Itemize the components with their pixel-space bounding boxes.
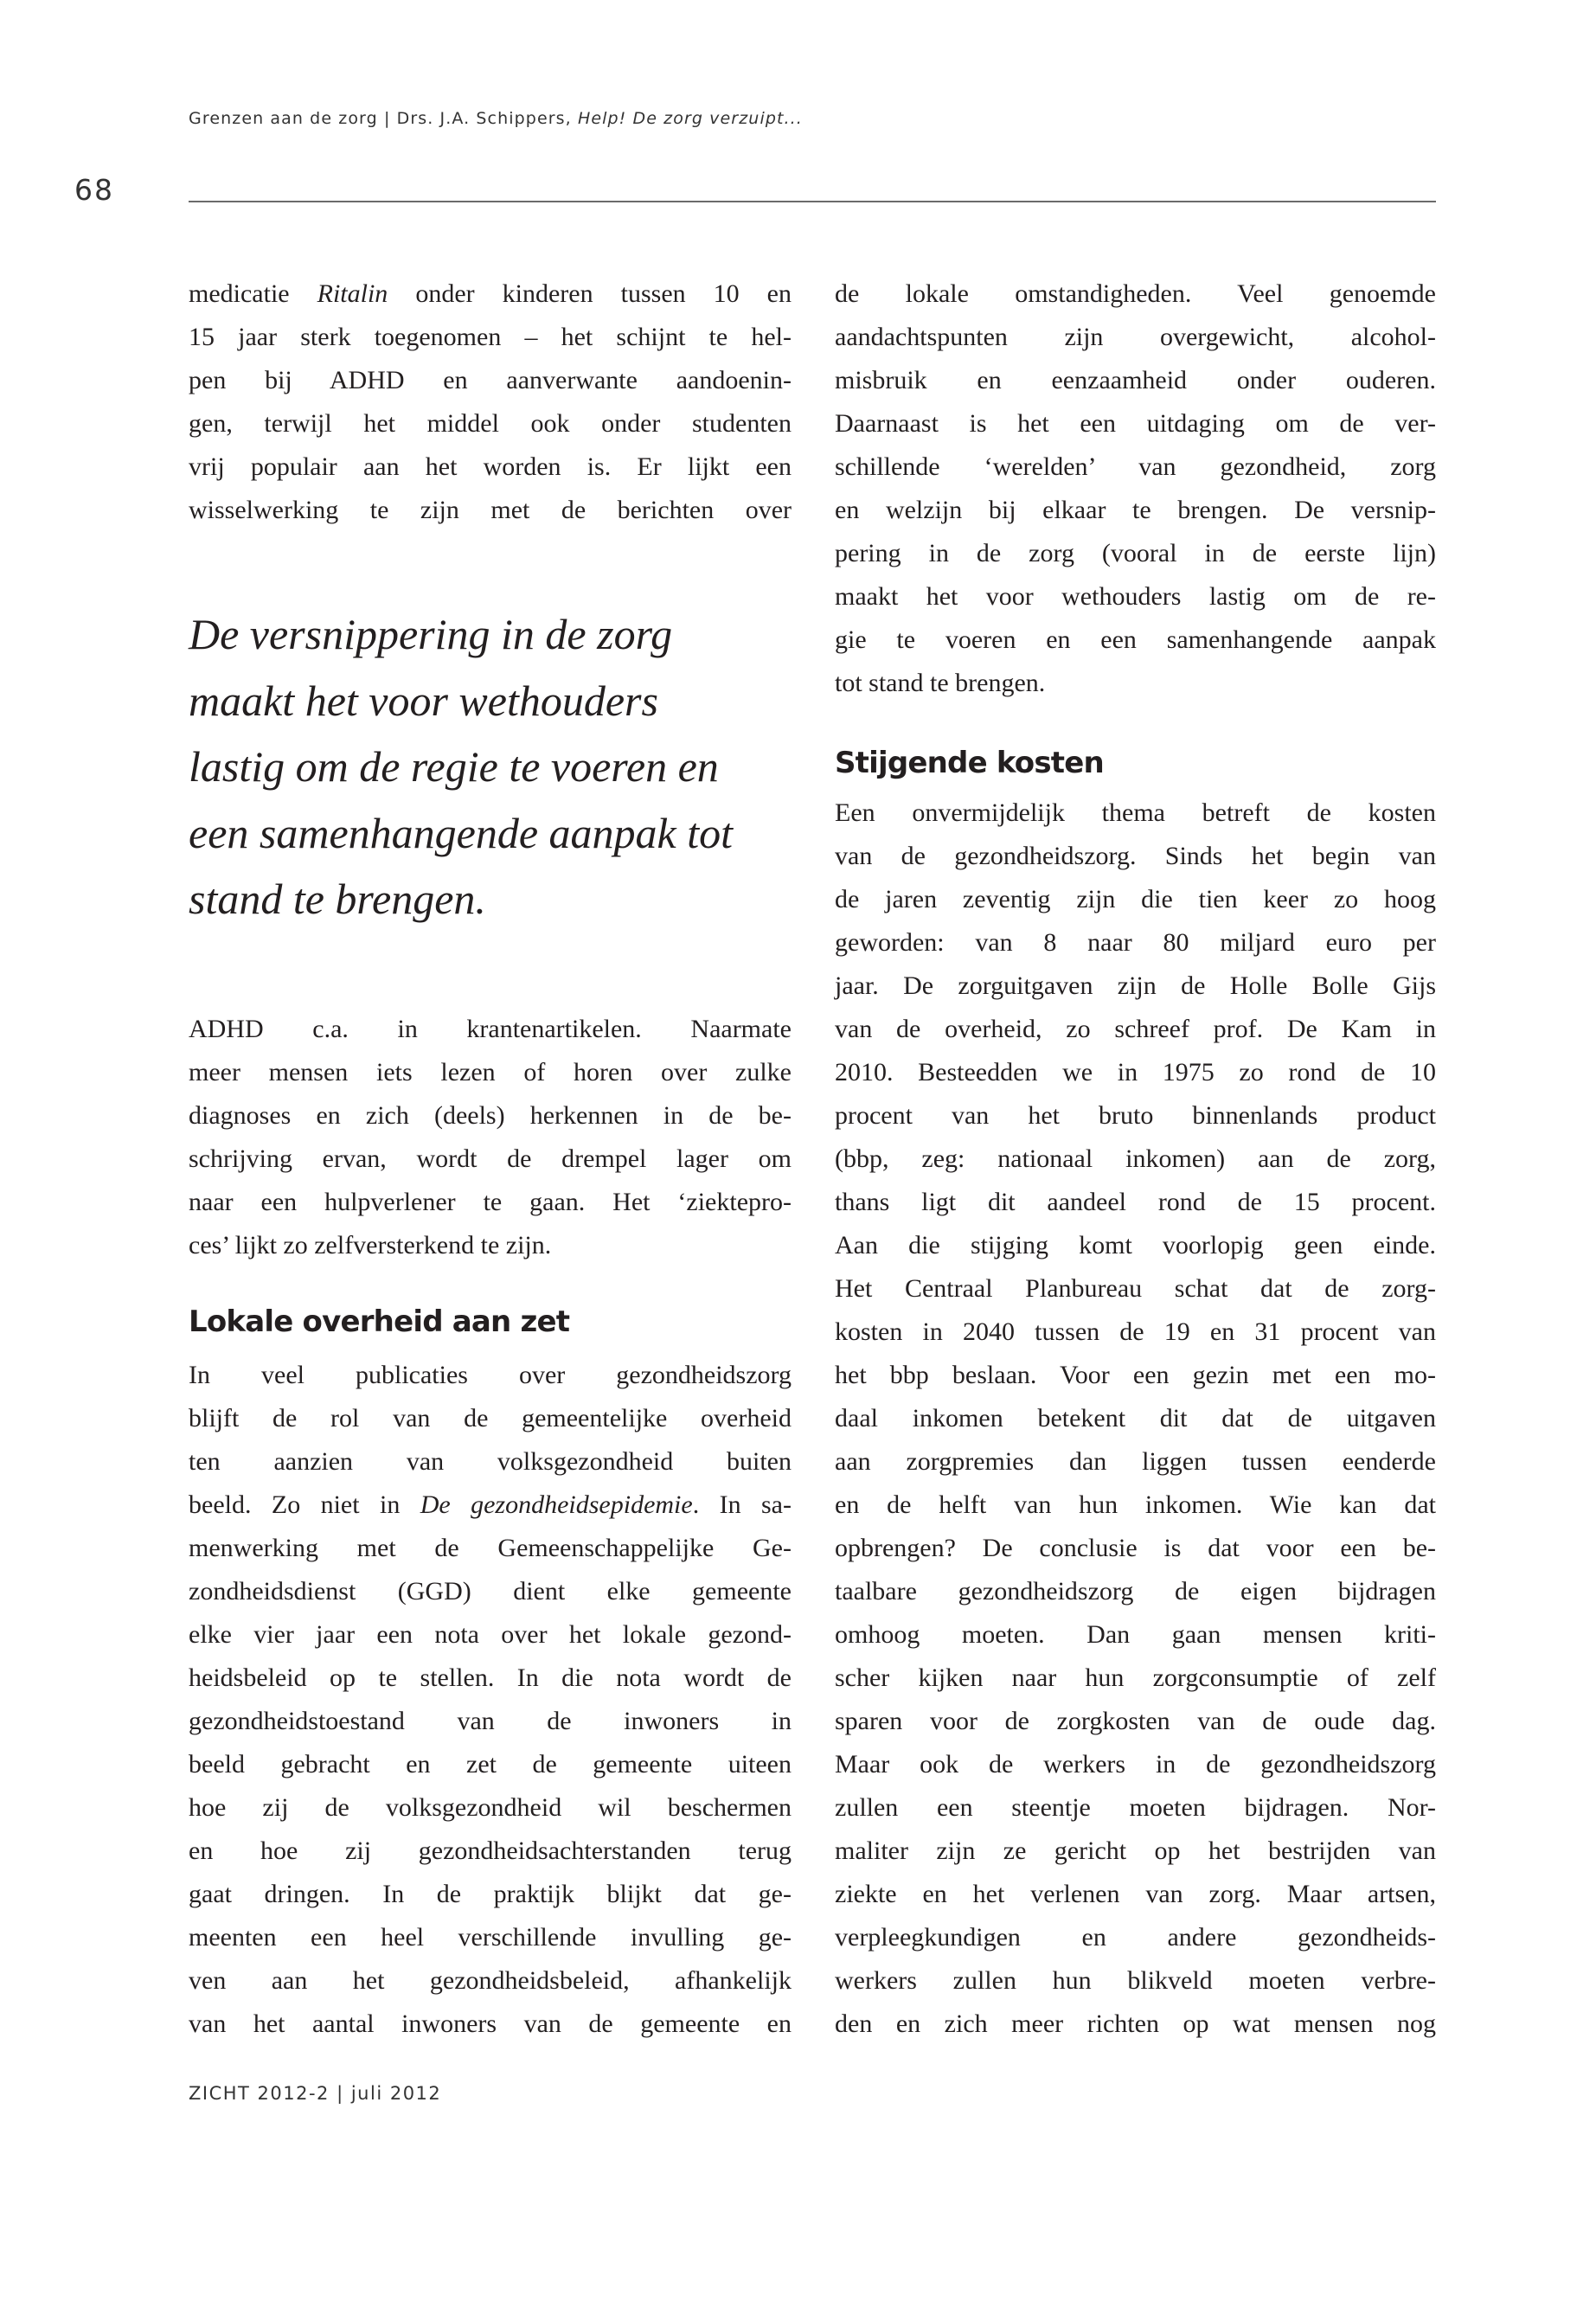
text-line: 15 jaar sterk toegenomen – het schijnt te hel- — [189, 323, 792, 351]
pull-quote-line: stand te brengen. — [189, 875, 486, 923]
text-line: van de gezondheidszorg. Sinds het begin van — [835, 842, 1436, 870]
text-line: ziekte en het verlenen van zorg. Maar artsen, — [835, 1880, 1436, 1908]
text-line: (bbp, zeg: nationaal inkomen) aan de zorg, — [835, 1144, 1436, 1173]
text-line: thans ligt dit aandeel rond de 15 procent. — [835, 1188, 1436, 1216]
text-line: zondheidsdienst (GGD) dient elke gemeente — [189, 1577, 792, 1606]
text-line: Een onvermijdelijk thema betreft de kosten — [835, 798, 1436, 827]
text-line: wisselwerking te zijn met de berichten over — [189, 496, 792, 524]
text-line: ces’ lijkt zo zelfversterkend te zijn. — [189, 1231, 552, 1259]
running-head-section: Grenzen aan de zorg — [189, 109, 378, 128]
pull-quote-line: maakt het voor wethouders — [189, 676, 658, 725]
text-line: misbruik en eenzaamheid onder ouderen. — [835, 366, 1436, 394]
page-number: 68 — [74, 173, 114, 207]
text-line: aan zorgpremies dan liggen tussen eenderde — [835, 1447, 1436, 1476]
text-line: taalbare gezondheidszorg de eigen bijdragen — [835, 1577, 1436, 1606]
italic-title: De gezondheidsepidemie — [420, 1490, 693, 1519]
text-line: ADHD c.a. in krantenartikelen. Naarmate — [189, 1015, 792, 1043]
text-line: naar een hulpverlener te gaan. Het ‘ziektepro- — [189, 1188, 792, 1216]
text-line: en hoe zij gezondheidsachterstanden terug — [189, 1836, 792, 1865]
text-line: medicatie Ritalin onder kinderen tussen 10 en — [189, 279, 792, 308]
text-line: van het aantal inwoners van de gemeente en — [189, 2009, 792, 2038]
text-line: de lokale omstandigheden. Veel genoemde — [835, 279, 1436, 308]
pull-quote-line: een samenhangende aanpak tot — [189, 808, 734, 857]
text-line: meenten een heel verschillende invulling ge- — [189, 1923, 792, 1952]
text-line: omhoog moeten. Dan gaan mensen kriti- — [835, 1620, 1436, 1649]
footer: ZICHT 2012-2 | juli 2012 — [189, 2083, 442, 2104]
text-line: de jaren zeventig zijn die tien keer zo hoog — [835, 885, 1436, 913]
pull-quote-line: De versnippering in de zorg — [189, 610, 673, 658]
text-line: elke vier jaar een nota over het lokale gezond- — [189, 1620, 792, 1649]
text-line: hoe zij de volksgezondheid wil beschermen — [189, 1793, 792, 1822]
text-line: gie te voeren en een samenhangende aanpak — [835, 625, 1436, 654]
text-line: geworden: van 8 naar 80 miljard euro per — [835, 928, 1436, 957]
text-line: scher kijken naar hun zorgconsumptie of zelf — [835, 1663, 1436, 1692]
text-line: gezondheidstoestand van de inwoners in — [189, 1707, 792, 1735]
text-line: gen, terwijl het middel ook onder studenten — [189, 409, 792, 438]
text-line: Maar ook de werkers in de gezondheidszorg — [835, 1750, 1436, 1779]
text-line: maliter zijn ze gericht op het bestrijden van — [835, 1836, 1436, 1865]
running-head-separator: | — [383, 109, 391, 128]
text-line: het bbp beslaan. Voor een gezin met een mo- — [835, 1361, 1436, 1389]
text-line: Daarnaast is het een uitdaging om de ver- — [835, 409, 1436, 438]
italic-title: Ritalin — [317, 279, 388, 308]
text-line: vrij populair aan het worden is. Er lijkt een — [189, 452, 792, 481]
section-heading-lokale-overheid: Lokale overheid aan zet — [189, 1304, 570, 1339]
text-line: tot stand te brengen. — [835, 669, 1046, 697]
text-line: procent van het bruto binnenlands product — [835, 1101, 1436, 1130]
text-line: beeld. Zo niet in De gezondheidsepidemie. In sa- — [189, 1490, 792, 1519]
section-heading-stijgende-kosten: Stijgende kosten — [835, 746, 1104, 780]
text-line: 2010. Besteedden we in 1975 zo rond de 10 — [835, 1058, 1436, 1086]
running-head — [189, 109, 803, 128]
text-line: ten aanzien van volksgezondheid buiten — [189, 1447, 792, 1476]
text-line: en de helft van hun inkomen. Wie kan dat — [835, 1490, 1436, 1519]
text-line: schrijving ervan, wordt de drempel lager om — [189, 1144, 792, 1173]
text-line: maakt het voor wethouders lastig om de re- — [835, 582, 1436, 611]
running-head-title: Help! De zorg verzuipt... — [577, 109, 803, 128]
text-line: In veel publicaties over gezondheidszorg — [189, 1361, 792, 1389]
text-line: pen bij ADHD en aanverwante aandoenin- — [189, 366, 792, 394]
text-line: van de overheid, zo schreef prof. De Kam in — [835, 1015, 1436, 1043]
text-line: schillende ‘werelden’ van gezondheid, zorg — [835, 452, 1436, 481]
text-line: diagnoses en zich (deels) herkennen in de be- — [189, 1101, 792, 1130]
text-line: jaar. De zorguitgaven zijn de Holle Bolle Gijs — [835, 971, 1436, 1000]
text-line: meer mensen iets lezen of horen over zulke — [189, 1058, 792, 1086]
text-line: heidsbeleid op te stellen. In die nota wordt de — [189, 1663, 792, 1692]
text-line: pering in de zorg (vooral in de eerste lijn) — [835, 539, 1436, 567]
header-rule — [189, 201, 1436, 202]
text-line: den en zich meer richten op wat mensen nog — [835, 2009, 1436, 2038]
text-line: aandachtspunten zijn overgewicht, alcohol- — [835, 323, 1436, 351]
text-line: ven aan het gezondheidsbeleid, afhankelijk — [189, 1966, 792, 1995]
text-line: gaat dringen. In de praktijk blijkt dat ge- — [189, 1880, 792, 1908]
text-line: blijft de rol van de gemeentelijke overheid — [189, 1404, 792, 1433]
text-line: Het Centraal Planbureau schat dat de zorg- — [835, 1274, 1436, 1303]
text-line: werkers zullen hun blikveld moeten verbre- — [835, 1966, 1436, 1995]
text-line: beeld gebracht en zet de gemeente uiteen — [189, 1750, 792, 1779]
text-line: Aan die stijging komt voorlopig geen einde. — [835, 1231, 1436, 1259]
text-line: opbrengen? De conclusie is dat voor een be- — [835, 1534, 1436, 1562]
running-head-author: Drs. J.A. Schippers, — [396, 109, 572, 128]
text-line: menwerking met de Gemeenschappelijke Ge- — [189, 1534, 792, 1562]
text-line: zullen een steentje moeten bijdragen. Nor- — [835, 1793, 1436, 1822]
text-line: kosten in 2040 tussen de 19 en 31 procent van — [835, 1317, 1436, 1346]
text-line: daal inkomen betekent dit dat de uitgaven — [835, 1404, 1436, 1433]
pull-quote-line: lastig om de regie te voeren en — [189, 742, 719, 791]
text-line: en welzijn bij elkaar te brengen. De versnip- — [835, 496, 1436, 524]
text-line: verpleegkundigen en andere gezondheids- — [835, 1923, 1436, 1952]
text-line: sparen voor de zorgkosten van de oude dag. — [835, 1707, 1436, 1735]
